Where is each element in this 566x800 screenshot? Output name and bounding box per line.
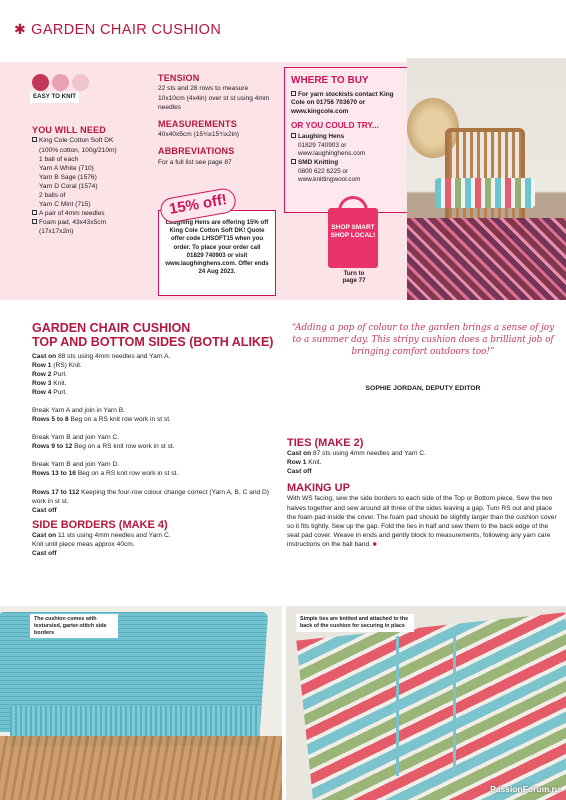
end-mark-icon: ■	[372, 540, 377, 548]
where-to-buy-box	[284, 67, 408, 213]
asterisk-icon: ✱	[14, 21, 27, 37]
pattern-line: Row 1 Knit.	[287, 459, 322, 467]
need-item: Foam pad, 43x43x5cm	[32, 218, 154, 227]
checkbox-icon	[32, 210, 37, 215]
side-border-photo	[0, 606, 282, 800]
pattern-line: Cast on 11 sts using 4mm needles and Yarn C.	[32, 531, 171, 539]
turn-to-page: Turn to page 77	[342, 270, 366, 285]
making-up-column	[287, 437, 557, 549]
where-to-buy-title: WHERE TO BUY	[291, 75, 369, 86]
difficulty-badge: EASY TO KNIT	[30, 92, 79, 103]
stockist-info: For yarn stockists contact King Cole on 01756 703670 or www.kingcole.com	[291, 90, 394, 116]
watermark: PassionForum.ru	[490, 784, 560, 795]
making-up-title: MAKING UP	[287, 482, 350, 495]
checkbox-icon	[291, 91, 296, 96]
pattern-line: Row 2 Purl.	[32, 370, 67, 378]
page-title: GARDEN CHAIR CUSHION	[31, 22, 222, 38]
measurements-text: 40x40x5cm (15¾x15¾x2in)	[158, 131, 240, 139]
pattern-line: Break Yarn A and join in Yarn B.	[32, 406, 125, 414]
checkbox-icon	[291, 159, 296, 164]
shop-phone: 0800 622 6225 or	[298, 167, 349, 175]
need-item: Yarn C Mint (715)	[39, 201, 91, 209]
pattern-line: Row 3 Knit.	[32, 379, 67, 387]
side-borders-title: SIDE BORDERS (MAKE 4)	[32, 518, 168, 531]
abbreviations-text: For a full list see page 87	[158, 158, 232, 166]
rattan-image	[0, 736, 282, 800]
pattern-line: Break Yarn B and join Yarn D.	[32, 461, 120, 469]
need-item: A pair of 4mm needles	[32, 209, 154, 218]
shop-name: SMD Knitting	[291, 159, 401, 168]
quote-author: SOPHIE JORDAN, DEPUTY EDITOR	[365, 385, 481, 392]
pattern-line: Row 1 (RS) Knit.	[32, 361, 82, 369]
knitted-ties-image	[396, 636, 456, 776]
yarn-ball-icon	[52, 74, 69, 91]
need-item: King Cole Cotton Soft DK	[32, 136, 154, 145]
shop-web[interactable]: www.knittingwool.com	[298, 176, 361, 184]
need-item: (100% cotton, 100g/210m)	[39, 146, 117, 154]
pattern-line: Cast off	[287, 468, 312, 476]
shop-smart-bag-icon: SHOP SMART SHOP LOCAL!	[328, 208, 378, 268]
pattern-line: Rows 9 to 12 Beg on a RS knit row work in st st.	[32, 443, 175, 451]
pattern-line: Cast on 88 sts using 4mm needles and Yarn A.	[32, 352, 171, 360]
you-will-need-section	[32, 124, 154, 236]
ties-photo	[286, 606, 566, 800]
striped-cushion-image	[435, 178, 535, 208]
you-will-need-title: YOU WILL NEED	[32, 125, 106, 135]
measurements-title: MEASUREMENTS	[158, 118, 237, 129]
pattern-line: Row 4 Purl.	[32, 388, 67, 396]
rug-image	[407, 218, 566, 300]
tension-text: 22 sts and 28 rows to measure 10x10cm (4x4in) over st st using 4mm needles	[158, 85, 270, 111]
checkbox-icon	[32, 219, 37, 224]
checkbox-icon	[291, 133, 296, 138]
shop-phone: 01829 740903 or	[298, 141, 347, 149]
ties-title: TIES (MAKE 2)	[287, 437, 364, 449]
need-item: Yarn D Coral (1574)	[39, 182, 98, 190]
photo-caption: The cushion comes with textursied, garter-stitch side borders	[30, 614, 118, 638]
pattern-line: Knit until piece meas approx 40cm.	[32, 541, 135, 548]
checkbox-icon	[32, 137, 37, 142]
shop-name: Laughing Hens	[291, 133, 401, 142]
try-title: OR YOU COULD TRY...	[291, 120, 379, 130]
pattern-line: Cast on 87 sts using 4mm needles and Yarn C.	[287, 450, 427, 458]
need-item: Yarn A White (710)	[39, 164, 94, 172]
pattern-line: Break Yarn B and join Yarn C.	[32, 434, 120, 442]
yarn-ball-icon	[72, 74, 89, 91]
making-up-text: With WS facing, sew the side borders to each side of the Top or Bottom piece. Sew the two halves together and sew around all three of the sides leaving a gap. Turn RS out and place the foam pad inside the cover. The foam pad should be slightly larger than the cushion cover so it fits tightly. Sew up the gap. Fold the ties in half and sew them to the back edge of the seat pad cover. Weave in ends and gently block to measurements, following any yarn care instructions on the ball band. ■	[287, 495, 557, 548]
abbreviations-title: ABBREVIATIONS	[158, 146, 235, 157]
editor-quote: “Adding a pop of colour to the garden brings a sense of joy to a summer day. This stripy cushion does a brilliant job of bringing comfort outdoors too!”	[291, 323, 555, 358]
pattern-line: Cast off	[32, 506, 57, 514]
need-item: 2 balls of	[39, 191, 66, 199]
tension-title: TENSION	[158, 73, 200, 83]
pattern-subtitle: TOP AND BOTTOM SIDES (BOTH ALIKE)	[32, 334, 274, 349]
shop-web[interactable]: www.laughinghens.com	[298, 150, 366, 158]
pattern-line: Rows 17 to 112 Keeping the four-row colour change correct (Yarn A, B, C and D) work in st st.	[32, 488, 270, 505]
need-item: (17x17x2in)	[39, 228, 74, 236]
chair-photo	[407, 58, 566, 300]
pattern-line: Rows 5 to 8 Beg on a RS knit row work in st st.	[32, 416, 171, 424]
need-item: Yarn B Sage (1576)	[39, 173, 97, 181]
pattern-line: Rows 13 to 16 Beg on a RS knit row work in st st.	[32, 470, 179, 478]
need-item: 1 ball of each	[39, 155, 79, 163]
discount-sticker: 15% off!	[158, 187, 237, 225]
pattern-column	[32, 322, 282, 558]
pattern-title: GARDEN CHAIR CUSHION	[32, 321, 191, 335]
page-header	[14, 20, 221, 40]
yarn-ball-icon	[32, 74, 49, 91]
tension-section	[158, 72, 276, 167]
photo-caption: Simple ties are knitted and attached to the back of the cushion for securing in place	[296, 614, 414, 632]
promo-box: Laughing Hens are offering 15% off King Cole Cotton Soft DK! Quote offer code LHSOFT15 when you order. To place your order call 01829 740903 or visit www.laughinghens.com. Offer ends 24 Aug 2023.	[158, 210, 276, 296]
pattern-line: Cast off	[32, 550, 57, 558]
